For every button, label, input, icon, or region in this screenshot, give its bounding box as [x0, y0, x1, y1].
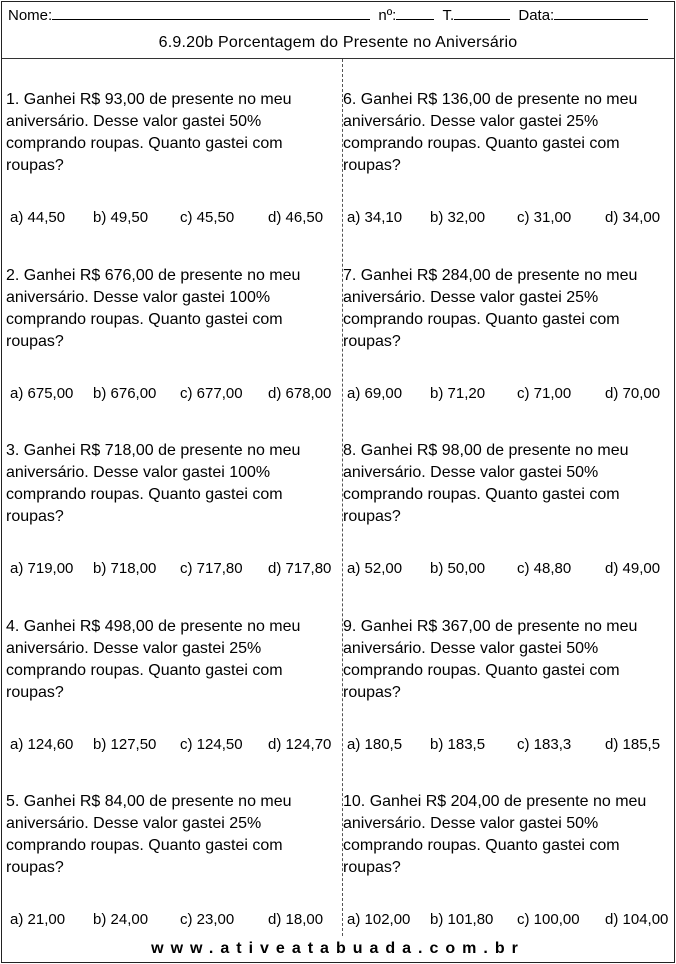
question-block — [6, 616, 338, 753]
class-label: T. — [442, 7, 455, 24]
date-line — [554, 5, 648, 20]
answer-option: c) 124,50 — [180, 735, 243, 753]
answer-option: a) 21,00 — [10, 911, 66, 928]
answer-option: b) 49,50 — [93, 209, 149, 226]
number-line — [396, 5, 434, 20]
answer-option: d) 70,00 — [605, 384, 661, 402]
question-text: 3. Ganhei R$ 718,00 de presente no meu aniversário. Desse valor gastei 100% comprando roupas. Quanto gastei com roupas? — [6, 442, 301, 525]
answer-option: c) 100,00 — [517, 911, 580, 928]
answer-option: a) 34,10 — [347, 209, 403, 226]
answer-option: d) 34,00 — [605, 209, 661, 226]
answer-option: b) 50,00 — [430, 560, 486, 577]
answer-option: a) 102,00 — [347, 911, 411, 928]
question-block — [6, 440, 338, 577]
answer-option: b) 71,20 — [430, 384, 486, 402]
question-text: 2. Ganhei R$ 676,00 de presente no meu aniversário. Desse valor gastei 100% comprando roupas. Quanto gastei com roupas? — [6, 266, 301, 350]
name-line — [52, 5, 370, 20]
answer-option: b) 127,50 — [93, 735, 157, 753]
answer-option: d) 185,5 — [605, 735, 661, 753]
answer-option: b) 101,80 — [430, 911, 494, 928]
question-block — [343, 440, 675, 577]
answer-option: c) 717,80 — [180, 560, 243, 577]
student-info-header — [8, 5, 670, 25]
answer-option: d) 46,50 — [268, 209, 324, 226]
answer-option: a) 180,5 — [347, 735, 403, 753]
answer-option: c) 183,3 — [517, 735, 572, 753]
answer-option: c) 677,00 — [180, 384, 243, 402]
question-block — [6, 265, 338, 402]
question-text: 5. Ganhei R$ 84,00 de presente no meu aniversário. Desse valor gastei 25% comprando roupas. Quanto gastei com roupas? — [6, 793, 292, 876]
date-label: Data: — [518, 7, 555, 24]
question-block — [343, 265, 675, 402]
answer-option: b) 718,00 — [93, 560, 157, 577]
website-footer: www.ativeatabuada.com.br — [151, 940, 525, 957]
question-text: 8. Ganhei R$ 98,00 de presente no meu aniversário. Desse valor gastei 50% comprando roupas. Quanto gastei com roupas? — [343, 442, 629, 525]
header-divider — [2, 58, 674, 59]
answer-option: b) 24,00 — [93, 911, 149, 928]
answer-option: a) 69,00 — [347, 384, 403, 402]
answer-option: d) 717,80 — [268, 560, 332, 577]
answer-option: b) 32,00 — [430, 209, 486, 226]
worksheet-page — [1, 1, 675, 963]
question-block — [6, 89, 338, 226]
worksheet-title: 6.9.20b Porcentagem do Presente no Aniversário — [158, 34, 518, 51]
question-block — [343, 791, 675, 928]
answer-option: a) 44,50 — [10, 209, 66, 226]
answer-option: c) 48,80 — [517, 560, 572, 577]
answer-option: d) 124,70 — [268, 735, 332, 753]
number-label: nº: — [378, 7, 397, 24]
question-text: 4. Ganhei R$ 498,00 de presente no meu aniversário. Desse valor gastei 25% comprando roupas. Quanto gastei com roupas? — [6, 617, 301, 701]
class-line — [454, 5, 510, 20]
answer-option: a) 124,60 — [10, 735, 74, 753]
answer-option: d) 104,00 — [605, 911, 669, 928]
answer-option: c) 45,50 — [180, 209, 235, 226]
answer-option: a) 719,00 — [10, 560, 74, 577]
question-block — [6, 791, 338, 928]
question-block — [343, 89, 675, 226]
answer-option: a) 675,00 — [10, 384, 74, 402]
answer-option: c) 71,00 — [517, 384, 572, 402]
question-text: 6. Ganhei R$ 136,00 de presente no meu aniversário. Desse valor gastei 25% comprando roupas. Quanto gastei com roupas? — [343, 91, 638, 174]
answer-option: b) 183,5 — [430, 735, 486, 753]
question-block — [343, 616, 675, 753]
answer-option: d) 678,00 — [268, 384, 332, 402]
question-text: 7. Ganhei R$ 284,00 de presente no meu aniversário. Desse valor gastei 25% comprando roupas. Quanto gastei com roupas? — [343, 266, 638, 350]
question-text: 9. Ganhei R$ 367,00 de presente no meu aniversário. Desse valor gastei 50% comprando roupas. Quanto gastei com roupas? — [343, 617, 638, 701]
answer-option: b) 676,00 — [93, 384, 157, 402]
answer-option: a) 52,00 — [347, 560, 403, 577]
answer-option: d) 49,00 — [605, 560, 661, 577]
answer-option: c) 31,00 — [517, 209, 572, 226]
answer-option: d) 18,00 — [268, 911, 324, 928]
question-text: 10. Ganhei R$ 204,00 de presente no meu aniversário. Desse valor gastei 50% comprando roupas. Quanto gastei com roupas? — [343, 793, 647, 876]
answer-option: c) 23,00 — [180, 911, 235, 928]
name-label: Nome: — [8, 7, 53, 24]
question-text: 1. Ganhei R$ 93,00 de presente no meu aniversário. Desse valor gastei 50% comprando roupas. Quanto gastei com roupas? — [6, 91, 292, 174]
